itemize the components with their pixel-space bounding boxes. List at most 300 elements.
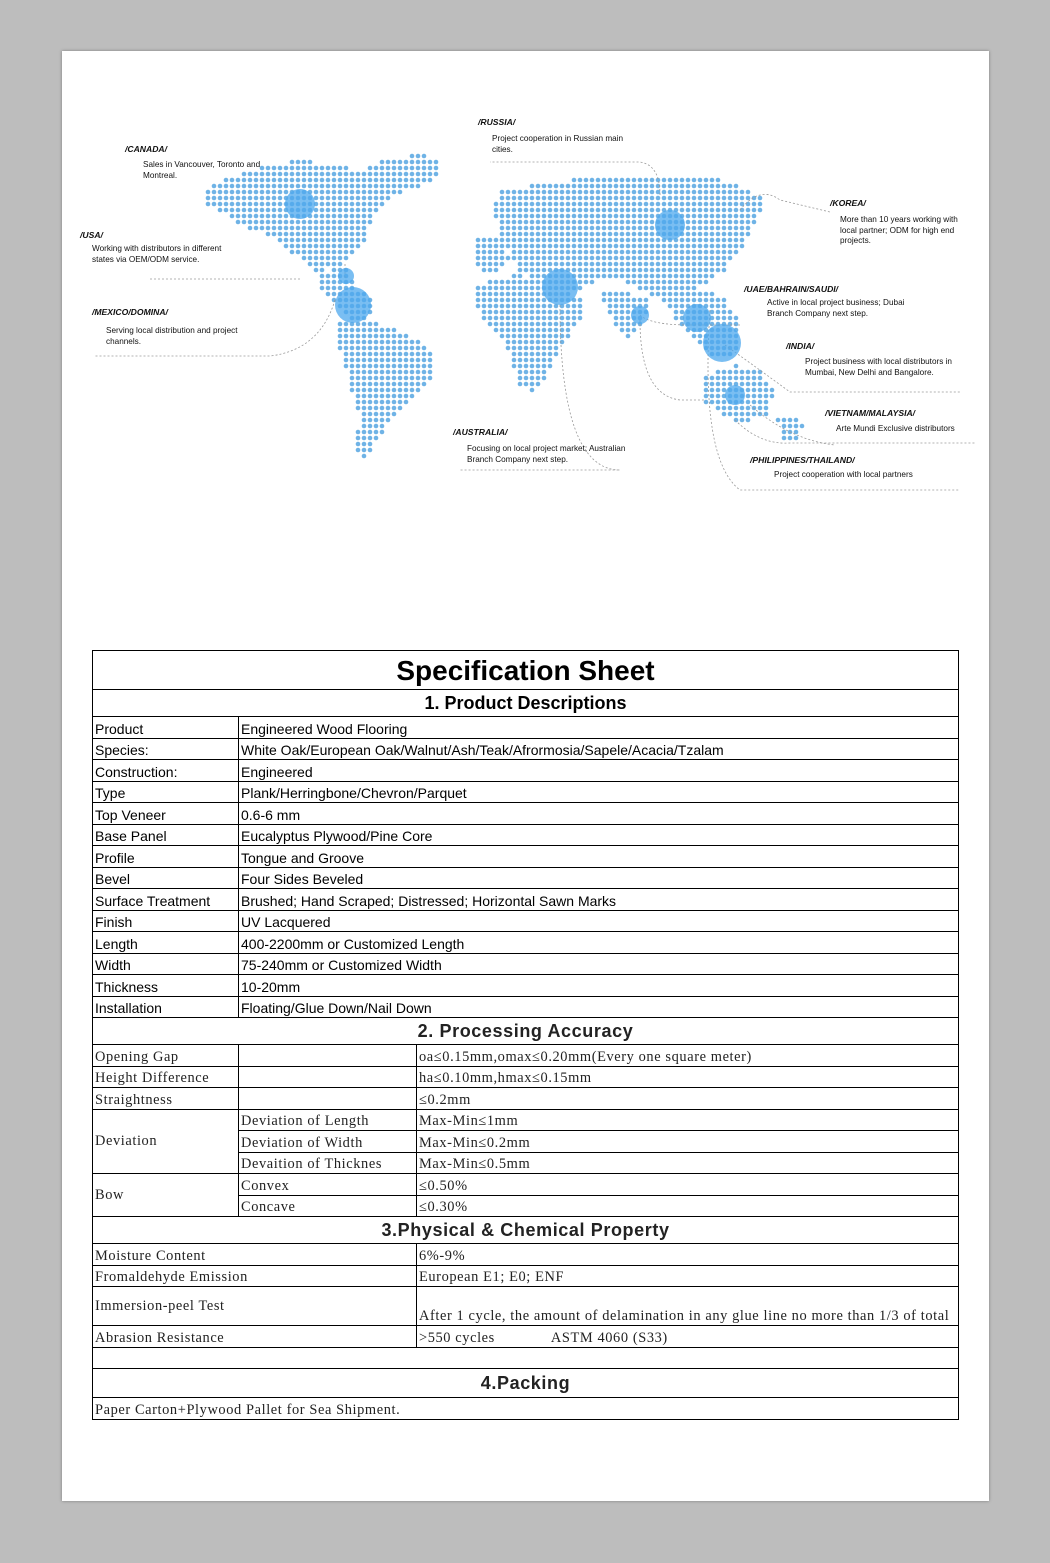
map-dot <box>512 292 517 297</box>
map-dot <box>512 280 517 285</box>
region-australia <box>453 427 642 465</box>
map-dot <box>416 358 421 363</box>
map-dot <box>590 190 595 195</box>
map-dot <box>614 298 619 303</box>
map-dot <box>320 238 325 243</box>
map-dot <box>374 358 379 363</box>
map-dot <box>338 250 343 255</box>
map-dot <box>290 238 295 243</box>
map-dot <box>332 274 337 279</box>
map-dot <box>536 340 541 345</box>
map-dot <box>380 184 385 189</box>
map-dot <box>590 262 595 267</box>
map-dot <box>368 364 373 369</box>
map-dot <box>344 214 349 219</box>
map-dot <box>374 412 379 417</box>
map-dot <box>746 202 751 207</box>
map-dot <box>296 244 301 249</box>
map-dot <box>602 220 607 225</box>
map-dot <box>338 208 343 213</box>
map-dot <box>578 280 583 285</box>
map-dot <box>512 274 517 279</box>
map-dot <box>344 358 349 363</box>
map-dot <box>584 274 589 279</box>
map-dot <box>668 304 673 309</box>
row-label: Type <box>93 781 239 803</box>
map-dot <box>344 244 349 249</box>
map-dot <box>596 268 601 273</box>
map-dot <box>602 232 607 237</box>
map-dot <box>746 406 751 411</box>
map-dot <box>614 292 619 297</box>
map-dot <box>572 238 577 243</box>
map-dot <box>356 190 361 195</box>
map-dot <box>554 352 559 357</box>
map-dot <box>686 268 691 273</box>
map-dot <box>530 304 535 309</box>
region-name: /VIETNAM/MALAYSIA/ <box>825 408 916 418</box>
map-dot <box>524 208 529 213</box>
map-dot <box>710 202 715 207</box>
map-dot <box>344 178 349 183</box>
map-dot <box>650 184 655 189</box>
map-dot <box>536 202 541 207</box>
map-dot <box>542 256 547 261</box>
map-dot <box>710 196 715 201</box>
map-dot <box>422 376 427 381</box>
map-dot <box>344 226 349 231</box>
region-desc: Active in local project business; Dubai Branch Company next step. <box>767 298 905 318</box>
row-label: Deviation <box>93 1109 239 1174</box>
map-dot <box>698 214 703 219</box>
map-dot <box>392 364 397 369</box>
map-dot <box>500 262 505 267</box>
map-dot <box>740 370 745 375</box>
map-dot <box>530 382 535 387</box>
map-dot <box>584 280 589 285</box>
map-dot <box>416 364 421 369</box>
map-dot <box>416 346 421 351</box>
map-dot <box>332 226 337 231</box>
map-dot <box>524 346 529 351</box>
map-dot <box>350 190 355 195</box>
map-dot <box>386 172 391 177</box>
map-dot <box>662 190 667 195</box>
map-dot <box>536 238 541 243</box>
map-dot <box>410 346 415 351</box>
map-dot <box>404 388 409 393</box>
map-dot <box>560 250 565 255</box>
map-dot <box>386 178 391 183</box>
map-dot <box>590 214 595 219</box>
map-dot <box>698 202 703 207</box>
map-dot <box>644 250 649 255</box>
map-dot <box>218 202 223 207</box>
map-dot <box>416 370 421 375</box>
world-map <box>0 0 1050 520</box>
map-dot <box>368 172 373 177</box>
map-dot <box>764 382 769 387</box>
map-dot <box>254 184 259 189</box>
map-dot <box>608 220 613 225</box>
map-dot <box>404 334 409 339</box>
map-dot <box>404 178 409 183</box>
map-dot <box>674 274 679 279</box>
map-dot <box>500 322 505 327</box>
map-dot <box>476 250 481 255</box>
map-dot <box>626 328 631 333</box>
map-dot <box>416 340 421 345</box>
map-dot <box>524 220 529 225</box>
map-dot <box>644 220 649 225</box>
map-dot <box>428 160 433 165</box>
table-row <box>93 1066 959 1088</box>
map-dot <box>338 196 343 201</box>
map-dot <box>632 262 637 267</box>
map-dot <box>674 268 679 273</box>
map-dot <box>530 262 535 267</box>
map-dot <box>644 238 649 243</box>
map-dot <box>362 430 367 435</box>
map-dot <box>524 202 529 207</box>
map-dot <box>320 190 325 195</box>
map-dot <box>662 262 667 267</box>
map-dot <box>638 298 643 303</box>
map-dot <box>386 340 391 345</box>
map-dot <box>290 178 295 183</box>
map-dot <box>398 190 403 195</box>
map-dot <box>560 184 565 189</box>
map-dot <box>320 214 325 219</box>
map-dot <box>722 412 727 417</box>
map-dot <box>566 196 571 201</box>
map-dot <box>716 400 721 405</box>
map-dot <box>590 184 595 189</box>
map-dot <box>518 316 523 321</box>
map-dot <box>536 268 541 273</box>
map-dot <box>380 388 385 393</box>
map-dot <box>380 202 385 207</box>
map-dot <box>536 352 541 357</box>
map-dot <box>374 394 379 399</box>
region-name: /UAE/BAHRAIN/SAUDI/ <box>744 284 839 294</box>
map-dot <box>362 400 367 405</box>
map-dot <box>308 238 313 243</box>
map-dot <box>494 214 499 219</box>
map-dot <box>578 316 583 321</box>
map-dot <box>752 214 757 219</box>
map-dot <box>710 256 715 261</box>
map-dot <box>584 268 589 273</box>
map-dot <box>584 220 589 225</box>
map-dot <box>320 202 325 207</box>
map-dot <box>530 274 535 279</box>
map-dot <box>500 286 505 291</box>
map-dot <box>686 280 691 285</box>
map-dot <box>374 322 379 327</box>
map-dot <box>590 280 595 285</box>
map-dot <box>680 238 685 243</box>
map-dot <box>356 400 361 405</box>
map-dot <box>662 244 667 249</box>
map-dot <box>710 382 715 387</box>
map-dot <box>728 232 733 237</box>
map-dot <box>746 382 751 387</box>
map-dot <box>704 208 709 213</box>
map-dot <box>350 376 355 381</box>
map-dot <box>356 178 361 183</box>
map-dot <box>698 280 703 285</box>
map-dot <box>728 244 733 249</box>
map-dot <box>536 226 541 231</box>
map-dot <box>644 190 649 195</box>
map-dot <box>368 358 373 363</box>
map-dot <box>662 196 667 201</box>
map-dot <box>740 220 745 225</box>
map-dot <box>500 304 505 309</box>
map-dot <box>692 292 697 297</box>
map-dot <box>296 172 301 177</box>
map-dot <box>308 262 313 267</box>
map-dot <box>392 166 397 171</box>
map-dot <box>530 184 535 189</box>
map-dot <box>506 238 511 243</box>
map-dot <box>728 250 733 255</box>
map-dot <box>644 262 649 267</box>
map-dot <box>614 196 619 201</box>
map-dot <box>590 178 595 183</box>
map-dot <box>482 256 487 261</box>
map-dot <box>398 394 403 399</box>
map-dot <box>620 238 625 243</box>
map-dot <box>728 226 733 231</box>
map-dot <box>602 202 607 207</box>
map-dot <box>320 256 325 261</box>
map-dot <box>386 412 391 417</box>
map-dot <box>326 172 331 177</box>
row-value: After 1 cycle, the amount of delamination in any glue line no more than 1/3 of total <box>417 1287 959 1326</box>
map-dot <box>704 190 709 195</box>
map-dot <box>350 382 355 387</box>
map-dot <box>302 172 307 177</box>
map-dot <box>614 232 619 237</box>
map-dot <box>710 232 715 237</box>
map-dot <box>746 394 751 399</box>
map-dot <box>632 202 637 207</box>
map-dot <box>698 244 703 249</box>
map-dot <box>686 208 691 213</box>
map-dot <box>632 244 637 249</box>
table-row <box>93 932 959 954</box>
row-label: Construction: <box>93 760 239 782</box>
map-dot <box>344 346 349 351</box>
map-dot <box>566 334 571 339</box>
map-dot <box>680 274 685 279</box>
map-dot <box>386 400 391 405</box>
map-dot <box>728 310 733 315</box>
map-dot <box>698 334 703 339</box>
map-dot <box>332 238 337 243</box>
map-dot <box>350 340 355 345</box>
map-dot <box>692 214 697 219</box>
map-dot <box>386 352 391 357</box>
map-dot <box>542 262 547 267</box>
map-dot <box>350 346 355 351</box>
region-uae <box>744 284 917 319</box>
row-label: Profile <box>93 846 239 868</box>
map-dot <box>518 352 523 357</box>
map-dot <box>344 166 349 171</box>
region-desc: Working with distributors in different states via OEM/ODM service. <box>92 244 222 264</box>
map-dot <box>512 256 517 261</box>
map-dot <box>626 202 631 207</box>
map-dot <box>362 322 367 327</box>
map-dot <box>638 274 643 279</box>
map-dot <box>422 178 427 183</box>
map-dot <box>338 244 343 249</box>
map-dot <box>398 400 403 405</box>
map-dot <box>704 214 709 219</box>
location-bubble <box>542 269 578 305</box>
map-dot <box>224 196 229 201</box>
map-dot <box>746 370 751 375</box>
map-dot <box>518 268 523 273</box>
map-dot <box>566 226 571 231</box>
map-dot <box>734 196 739 201</box>
map-dot <box>722 400 727 405</box>
map-dot <box>254 190 259 195</box>
map-dot <box>608 292 613 297</box>
map-dot <box>572 184 577 189</box>
map-dot <box>272 202 277 207</box>
map-dot <box>326 250 331 255</box>
map-dot <box>368 196 373 201</box>
map-dot <box>716 208 721 213</box>
map-dot <box>542 232 547 237</box>
map-dot <box>674 244 679 249</box>
map-dot <box>716 262 721 267</box>
map-dot <box>626 244 631 249</box>
map-dot <box>296 238 301 243</box>
location-bubble <box>725 385 745 405</box>
map-dot <box>296 178 301 183</box>
map-dot <box>488 298 493 303</box>
map-dot <box>626 190 631 195</box>
map-dot <box>314 262 319 267</box>
map-dot <box>686 214 691 219</box>
map-dot <box>380 334 385 339</box>
region-desc: More than 10 years working with local partner; ODM for high end projects. <box>840 215 958 245</box>
map-dot <box>698 298 703 303</box>
map-dot <box>362 364 367 369</box>
map-dot <box>662 298 667 303</box>
map-dot <box>512 214 517 219</box>
map-dot <box>728 220 733 225</box>
map-dot <box>764 406 769 411</box>
map-dot <box>656 262 661 267</box>
map-dot <box>284 172 289 177</box>
map-dot <box>668 244 673 249</box>
map-dot <box>260 202 265 207</box>
map-dot <box>362 424 367 429</box>
map-dot <box>530 292 535 297</box>
map-dot <box>428 358 433 363</box>
map-dot <box>692 184 697 189</box>
map-dot <box>542 340 547 345</box>
product-descriptions <box>93 717 959 1018</box>
map-dot <box>554 184 559 189</box>
map-dot <box>704 292 709 297</box>
map-dot <box>518 328 523 333</box>
map-dot <box>692 286 697 291</box>
map-dot <box>338 238 343 243</box>
map-dot <box>530 388 535 393</box>
map-dot <box>626 250 631 255</box>
map-dot <box>722 406 727 411</box>
map-dot <box>698 268 703 273</box>
map-dot <box>272 214 277 219</box>
map-dot <box>314 172 319 177</box>
map-dot <box>644 256 649 261</box>
map-dot <box>704 250 709 255</box>
table-row <box>93 1174 959 1196</box>
map-dot <box>674 184 679 189</box>
map-dot <box>374 388 379 393</box>
row-value: Max-Min≤0.5mm <box>417 1152 959 1174</box>
map-dot <box>602 190 607 195</box>
map-dot <box>578 298 583 303</box>
map-dot <box>524 334 529 339</box>
map-dot <box>530 352 535 357</box>
map-dot <box>596 244 601 249</box>
map-dot <box>530 256 535 261</box>
map-dot <box>566 220 571 225</box>
map-dot <box>758 202 763 207</box>
map-dot <box>716 316 721 321</box>
map-dot <box>620 322 625 327</box>
map-dot <box>626 184 631 189</box>
map-dot <box>524 340 529 345</box>
map-dot <box>356 214 361 219</box>
map-dot <box>548 196 553 201</box>
map-dot <box>536 358 541 363</box>
map-dot <box>362 346 367 351</box>
map-dot <box>428 376 433 381</box>
map-dot <box>410 340 415 345</box>
map-dot <box>572 202 577 207</box>
map-dot <box>734 376 739 381</box>
map-dot <box>218 184 223 189</box>
map-dot <box>350 244 355 249</box>
map-dot <box>566 184 571 189</box>
map-dot <box>548 232 553 237</box>
map-dot <box>518 244 523 249</box>
map-dot <box>500 292 505 297</box>
map-dot <box>734 316 739 321</box>
map-dot <box>500 310 505 315</box>
map-dot <box>554 316 559 321</box>
map-dot <box>260 226 265 231</box>
map-dot <box>536 196 541 201</box>
map-dot <box>512 352 517 357</box>
map-dot <box>734 208 739 213</box>
map-dot <box>638 232 643 237</box>
map-dot <box>380 358 385 363</box>
map-dot <box>338 178 343 183</box>
map-dot <box>308 178 313 183</box>
map-dot <box>386 334 391 339</box>
row-value: 75-240mm or Customized Width <box>239 953 959 975</box>
